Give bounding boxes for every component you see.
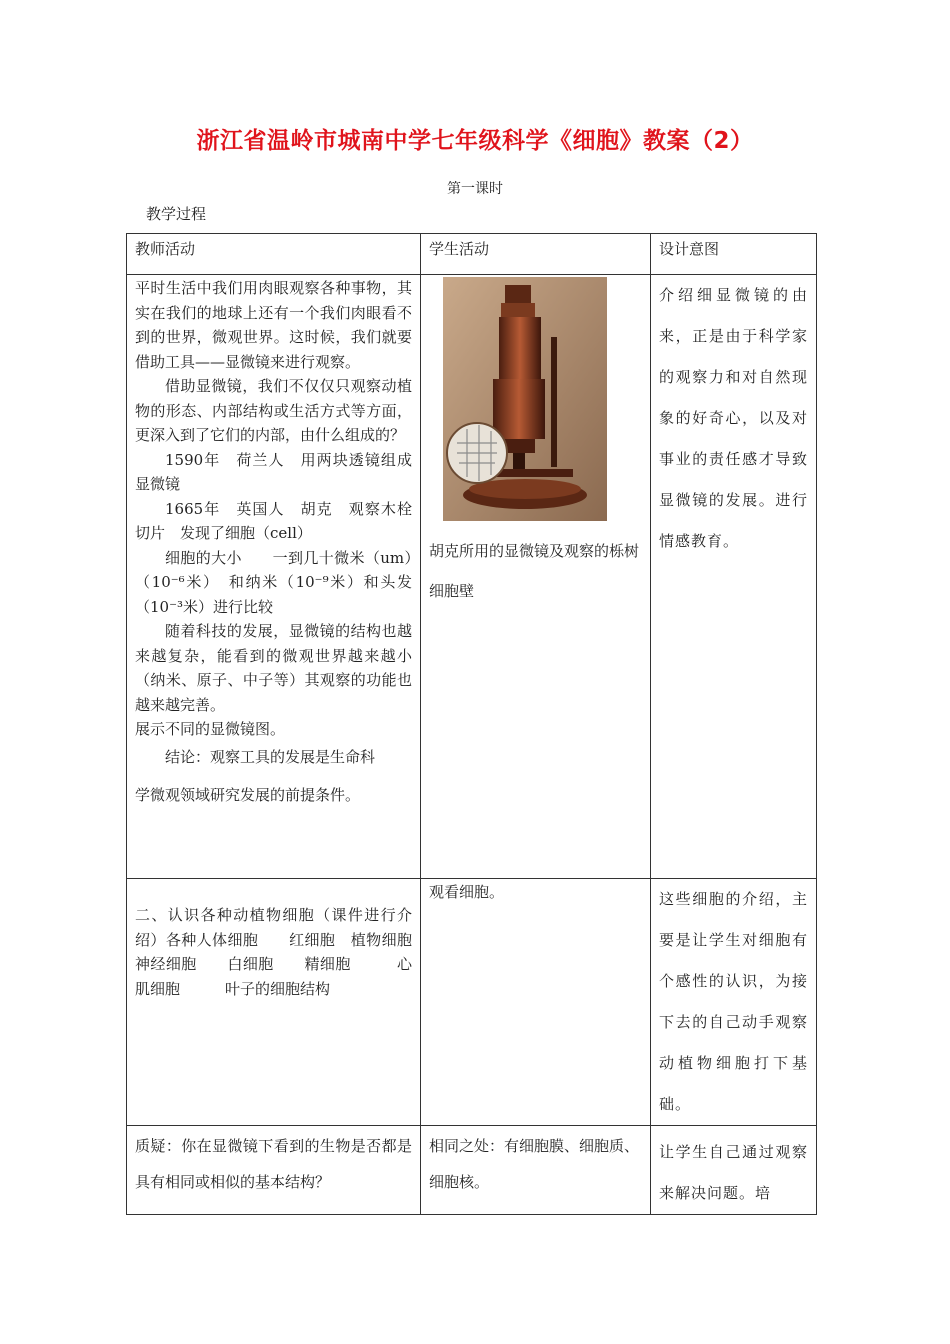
student-activity-text: 相同之处：有细胞膜、细胞质、细胞核。 (429, 1137, 640, 1191)
lesson-table (126, 233, 817, 1215)
teacher-paragraph: 细胞的大小 一到几十微米（um）（10⁻⁶米） 和纳米（10⁻⁹米）和头发（10⁻³米）进行比较 (135, 548, 412, 616)
student-activity-cell (421, 1126, 651, 1215)
teacher-paragraph: 展示不同的显微镜图。 (135, 720, 286, 738)
teacher-paragraph: 结论：观察工具的发展是生命科 (165, 747, 376, 766)
student-activity-cell (421, 275, 651, 879)
teacher-paragraph: 借助显微镜，我们不仅仅只观察动植物的形态、内部结构或生活方式等方面，更深入到了它们的内部，由什么组成的？ (135, 377, 412, 444)
teacher-paragraph: 二、认识各种动植物细胞（课件进行介绍）各种人体细胞 红细胞 植物细胞 神经细胞 白细胞 精细胞 心肌细胞 叶子的细胞结构 (135, 906, 443, 998)
header-student-activity: 学生活动 (421, 234, 651, 275)
teacher-activity-cell (127, 1126, 421, 1215)
table-row (127, 275, 817, 879)
teacher-paragraph: 1665年 英国人 胡克 观察木栓切片 发现了细胞（cell） (135, 499, 412, 542)
table-row (127, 1126, 817, 1215)
section-label: 教学过程 (146, 205, 207, 223)
image-caption: 胡克所用的显微镜及观察的栎树细胞壁 (429, 542, 640, 600)
header-teacher-activity: 教师活动 (127, 234, 421, 275)
design-intent-text: 让学生自己通过观察来解决问题。培 (659, 1143, 808, 1202)
teacher-activity-cell (127, 275, 421, 879)
teacher-activity-cell (127, 879, 443, 1126)
teacher-paragraph: 质疑：你在显微镜下看到的生物是否都是具有相同或相似的基本结构？ (135, 1137, 412, 1191)
design-intent-cell (651, 1126, 817, 1215)
teacher-paragraph: 1590年 荷兰人 用两块透镜组成显微镜 (135, 450, 412, 493)
header-design-intent: 设计意图 (651, 234, 817, 275)
design-intent-cell (651, 275, 817, 879)
design-intent-text: 介绍细显微镜的由来，正是由于科学家的观察力和对自然现象的好奇心，以及对事业的责任感才导致显微镜的发展。进行情感教育。 (659, 286, 808, 550)
teacher-paragraph: 学微观领域研究发展的前提条件。 (135, 785, 361, 804)
table-header-row (127, 234, 817, 275)
design-intent-text: 这些细胞的介绍，主要是让学生对细胞有个感性的认识，为接下去的自己动手观察动植物细胞打下基础。 (659, 890, 808, 1113)
document-title: 浙江省温岭市城南中学七年级科学《细胞》教案（2） (196, 128, 754, 154)
lesson-period: 第一课时 (447, 181, 503, 197)
teacher-paragraph: 随着科技的发展，显微镜的结构也越来越复杂，能看到的微观世界越来越小（纳米、原子、中子等）其观察的功能也越来越完善。 (135, 622, 412, 714)
student-activity-text: 观看细胞。 (429, 883, 505, 901)
student-activity-cell (421, 879, 651, 1126)
design-intent-cell (651, 879, 817, 1126)
hooke-microscope-image (443, 277, 607, 521)
teacher-paragraph: 平时生活中我们用肉眼观察各种事物，其实在我们的地球上还有一个我们肉眼看不到的世界，微观世界。这时候，我们就要借助工具——显微镜来进行观察。 (135, 279, 412, 371)
table-row (127, 879, 817, 1126)
